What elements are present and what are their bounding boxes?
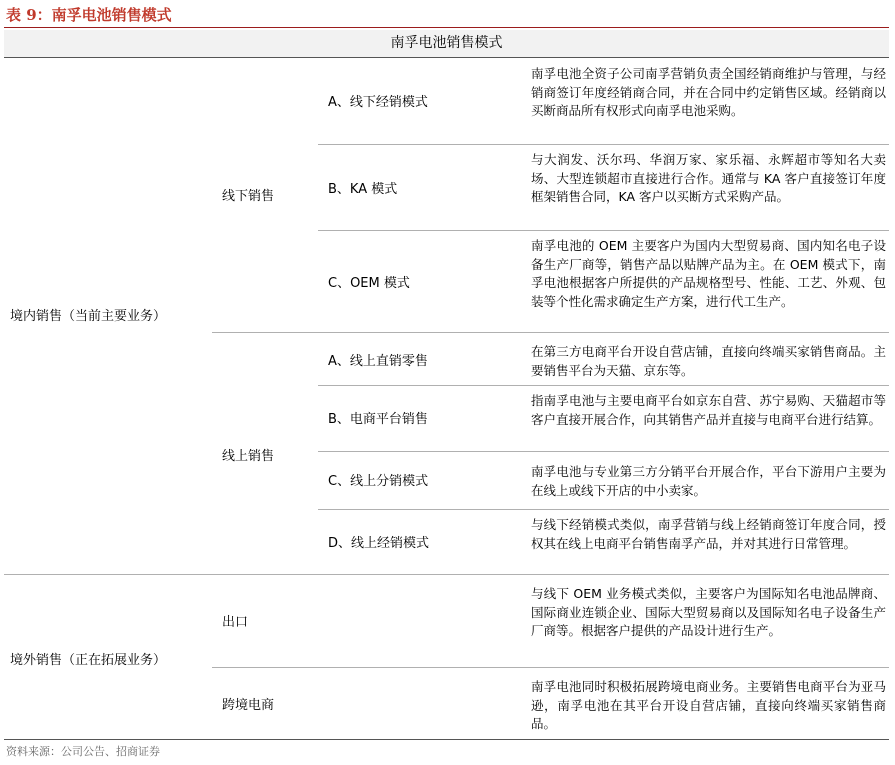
mode-description: 在第三方电商平台开设自营店铺，直接向终端买家销售商品。主要销售平台为天猫、京东等。 [531, 344, 886, 378]
mode-description: 南孚电池的 OEM 主要客户为国内大型贸易商、国内知名电子设备生产厂商等，销售产品以贴牌产品为主。在 OEM 模式下，南孚电池根据客户所提供的产品规格型号、性能、工艺、外观、包装等个性化需求确定生产方案，进行代工生产。 [531, 238, 886, 309]
mode-description: 与线下经销模式类似，南孚营销与线上经销商签订年度合同，授权其在线上电商平台销售南孚产品，并对其进行日常管理。 [531, 517, 886, 551]
row-divider [318, 230, 889, 231]
row-divider [318, 144, 889, 145]
subcategory-export: 出口 [222, 615, 249, 630]
table-bottom-rule [4, 739, 889, 740]
mode-description: 南孚电池全资子公司南孚营销负责全国经销商维护与管理，与经销商签订年度经销商合同，并在合同中约定销售区域。经销商以买断商品所有权形式向南孚电池采购。 [531, 66, 886, 118]
row-divider [318, 451, 889, 452]
mode-label: A、线上直销零售 [328, 354, 428, 369]
mode-label: C、OEM 模式 [328, 276, 410, 291]
category-overseas: 境外销售（正在拓展业务） [10, 653, 167, 668]
subcategory-crossborder: 跨境电商 [222, 698, 275, 713]
row-divider [212, 667, 889, 668]
mode-label: B、电商平台销售 [328, 412, 428, 427]
mode-label: A、线下经销模式 [328, 95, 428, 110]
mode-description: 与大润发、沃尔玛、华润万家、家乐福、永辉超市等知名大卖场、大型连锁超市直接进行合作。通常与 KA 客户直接签订年度框架销售合同，KA 客户以买断方式采购产品。 [531, 152, 886, 204]
row-divider [318, 509, 889, 510]
mode-label: C、线上分销模式 [328, 474, 429, 489]
mode-label: B、KA 模式 [328, 182, 398, 197]
mode-description: 指南孚电池与主要电商平台如京东自营、苏宁易购、天猫超市等客户直接开展合作，向其销售产品并直接与电商平台进行结算。 [531, 393, 886, 427]
subcategory-offline: 线下销售 [222, 189, 275, 204]
subcategory-online: 线上销售 [222, 449, 275, 464]
mode-description: 南孚电池同时积极拓展跨境电商业务。主要销售电商平台为亚马逊，南孚电池在其平台开设自营店铺，直接向终端买家销售商品。 [531, 679, 886, 731]
table-title: 表 9：南孚电池销售模式 [6, 6, 172, 24]
table-header-label: 南孚电池销售模式 [390, 35, 503, 51]
mode-description: 与线下 OEM 业务模式类似，主要客户为国际知名电池品牌商、国际商业连锁企业、国际大型贸易商以及国际知名电子设备生产厂商等。根据客户提供的产品设计进行生产。 [531, 586, 886, 638]
row-divider [318, 385, 889, 386]
section-divider [4, 574, 889, 575]
mode-description: 南孚电池与专业第三方分销平台开展合作，平台下游用户主要为在线上或线下开店的中小卖家。 [531, 464, 886, 498]
mode-label: D、线上经销模式 [328, 536, 430, 551]
category-domestic: 境内销售（当前主要业务） [10, 309, 167, 324]
source-note: 资料来源：公司公告、招商证券 [6, 745, 160, 758]
table-header [4, 30, 889, 57]
header-rule [4, 57, 889, 58]
title-rule [4, 27, 889, 28]
row-divider [212, 332, 889, 333]
